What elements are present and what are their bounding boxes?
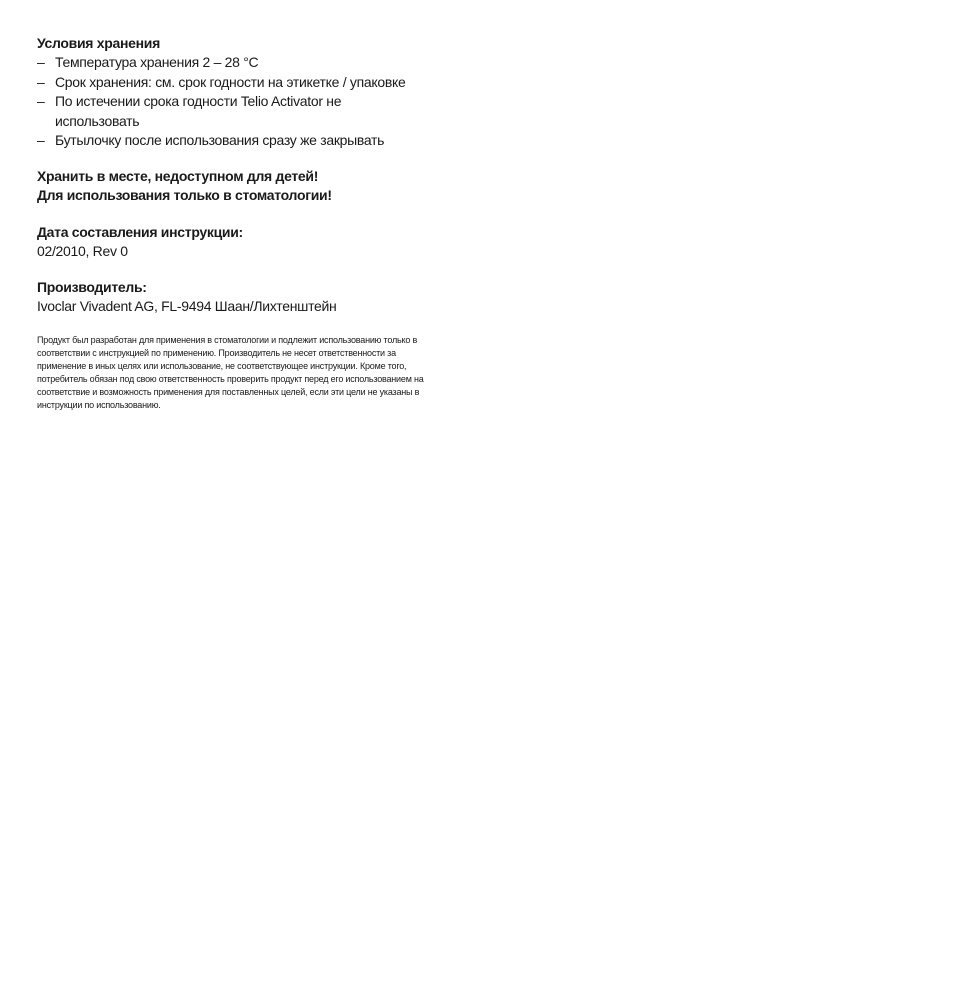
instruction-page — [37, 34, 457, 412]
list-item-text: Температура хранения 2 – 28 °C — [55, 54, 259, 70]
storage-heading: Условия хранения — [37, 35, 160, 51]
storage-list — [37, 53, 457, 151]
child-safety-warning: Хранить в месте, недоступном для детей! — [37, 167, 319, 184]
list-item — [37, 131, 457, 151]
dash-bullet: – — [37, 93, 45, 109]
dash-bullet: – — [37, 54, 45, 70]
instruction-date-value: 02/2010, Rev 0 — [37, 242, 128, 259]
list-item — [37, 53, 457, 73]
storage-section — [37, 34, 457, 151]
dash-bullet: – — [37, 73, 45, 90]
manufacturer-heading: Производитель: — [37, 278, 147, 295]
instruction-date-heading: Дата составления инструкции: — [37, 223, 243, 240]
list-item — [37, 92, 385, 131]
list-item-text: Бутылочку после использования сразу же закрывать — [55, 132, 385, 148]
warnings-section — [37, 167, 457, 206]
list-item — [37, 73, 457, 93]
disclaimer-paragraph: Продукт был разработан для применения в стоматологии и подлежит использованию только в соответствии с инструкцией по применению. Производитель не несет ответственности за применение в иных целях или использование, не соответствующее инструкции. Кроме того, потребитель обязан под свою ответственность проверить продукт перед его использованием на соответствие и возможность применения для поставленных целей, если эти цели не указаны в инструкции по использованию. — [37, 334, 424, 410]
manufacturer-value: Ivoclar Vivadent AG, FL-9494 Шаан/Лихтенштейн — [37, 297, 337, 314]
list-item-text: Срок хранения: см. срок годности на этикетке / упаковке — [55, 73, 406, 90]
dental-use-warning: Для использования только в стоматологии! — [37, 187, 332, 203]
manufacturer-section — [37, 278, 457, 316]
dash-bullet: – — [37, 132, 45, 148]
list-item-text: По истечении срока годности Telio Activator не использовать — [55, 93, 342, 129]
instruction-date-section — [37, 223, 457, 261]
